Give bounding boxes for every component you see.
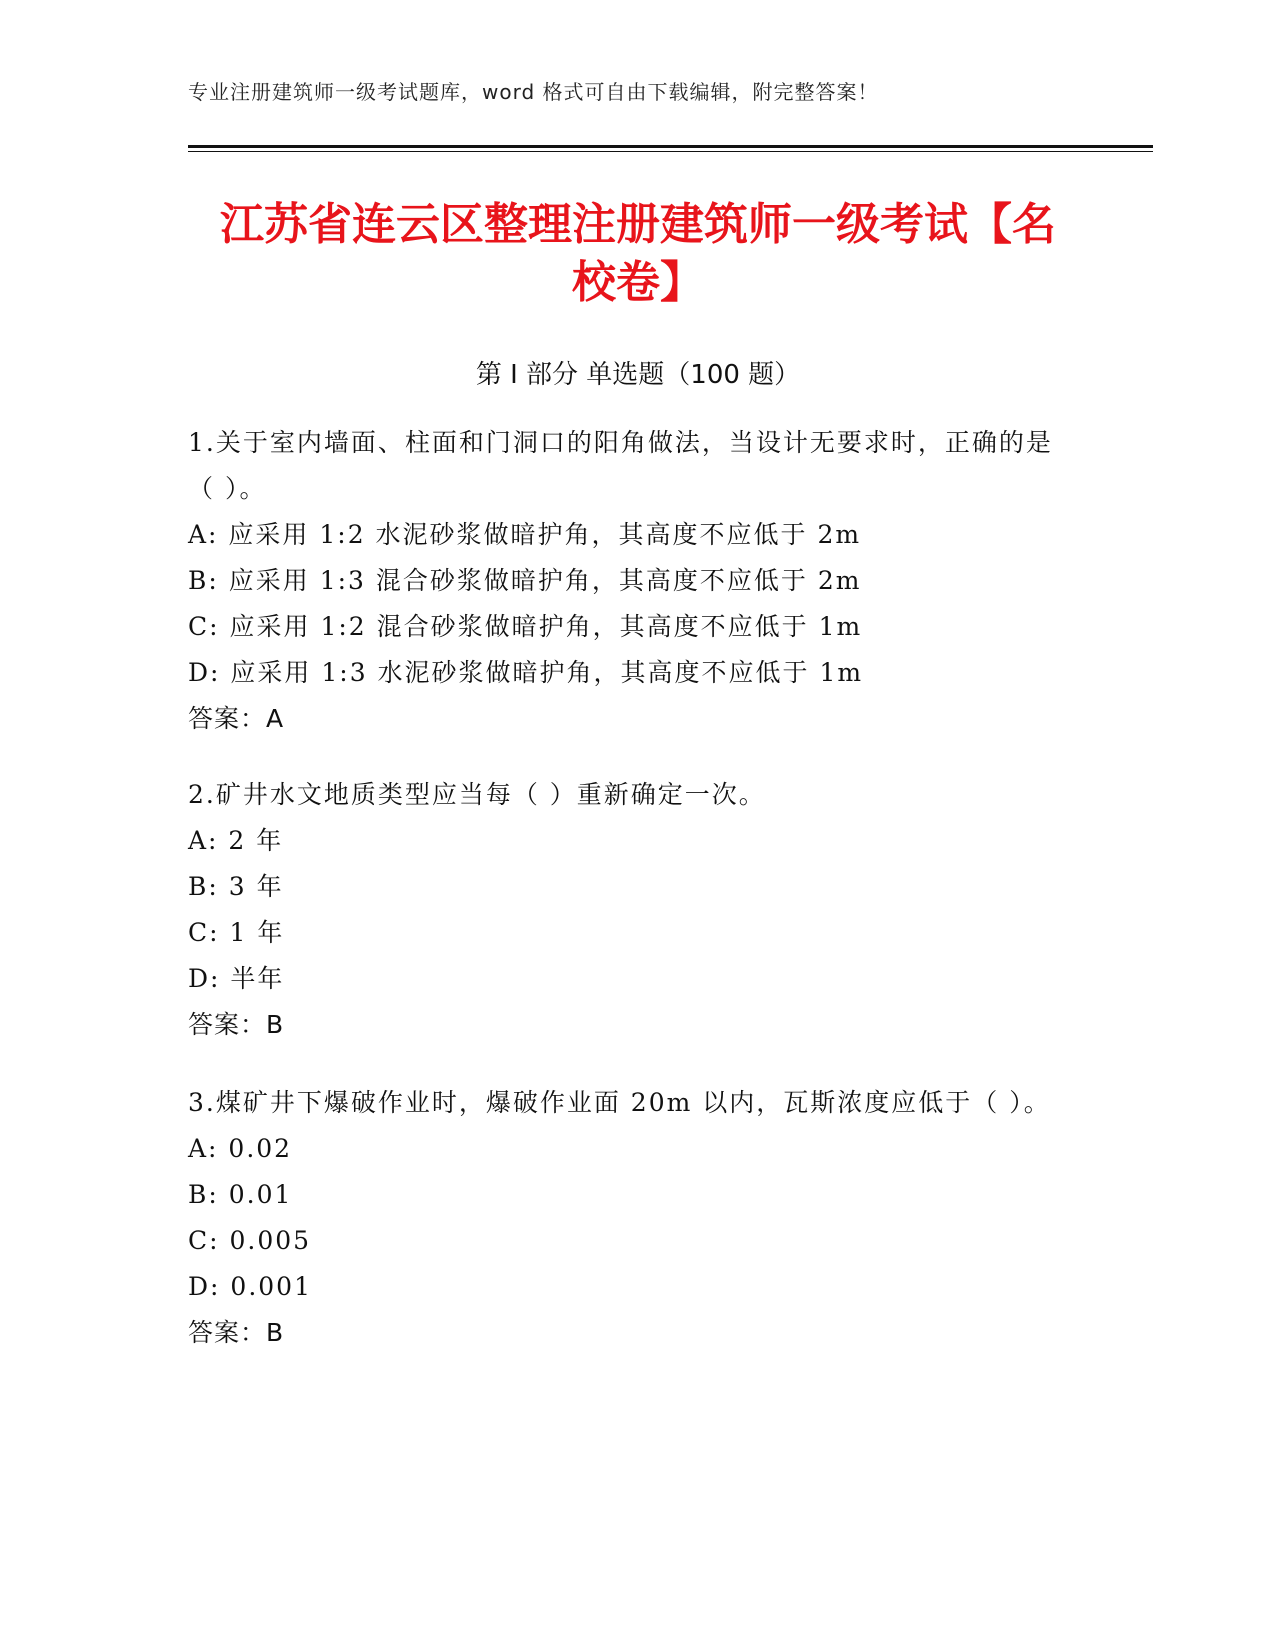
- option-d: D: 半年: [188, 964, 285, 993]
- document-title-line-2: 校卷】: [572, 257, 704, 308]
- document-title: [188, 196, 1088, 312]
- option-b: B: 0.01: [188, 1180, 293, 1209]
- answer: 答案：A: [188, 704, 285, 733]
- answer: 答案：B: [188, 1318, 285, 1347]
- page-header: 专业注册建筑师一级考试题库，word 格式可自由下载编辑，附完整答案！: [188, 80, 879, 104]
- option-d: D: 应采用 1:3 水泥砂浆做暗护角，其高度不应低于 1m: [188, 658, 864, 687]
- header-rule-thin: [188, 151, 1153, 152]
- document-title-line-1: 江苏省连云区整理注册建筑师一级考试【名: [220, 199, 1056, 250]
- question-stem: 1.关于室内墙面、柱面和门洞口的阳角做法，当设计无要求时，正确的是（ ）。: [188, 428, 1053, 503]
- option-a: A: 2 年: [188, 826, 284, 855]
- header-rule-thick: [188, 145, 1153, 148]
- option-c: C: 1 年: [188, 918, 285, 947]
- option-b: B: 应采用 1:3 混合砂浆做暗护角，其高度不应低于 2m: [188, 566, 862, 595]
- option-a: A: 0.02: [188, 1134, 293, 1163]
- question-2: [188, 772, 1068, 1048]
- answer: 答案：B: [188, 1010, 285, 1039]
- option-d: D: 0.001: [188, 1272, 312, 1301]
- question-1: [188, 420, 1068, 742]
- option-a: A: 应采用 1:2 水泥砂浆做暗护角，其高度不应低于 2m: [188, 520, 862, 549]
- question-stem: 2.矿井水文地质类型应当每（ ）重新确定一次。: [188, 780, 766, 809]
- option-c: C: 0.005: [188, 1226, 312, 1255]
- section-heading: 第 I 部分 单选题（100 题）: [475, 360, 801, 390]
- question-stem: 3.煤矿井下爆破作业时，爆破作业面 20m 以内，瓦斯浓度应低于（ ）。: [188, 1088, 1051, 1117]
- question-3: [188, 1080, 1068, 1356]
- option-b: B: 3 年: [188, 872, 284, 901]
- option-c: C: 应采用 1:2 混合砂浆做暗护角，其高度不应低于 1m: [188, 612, 863, 641]
